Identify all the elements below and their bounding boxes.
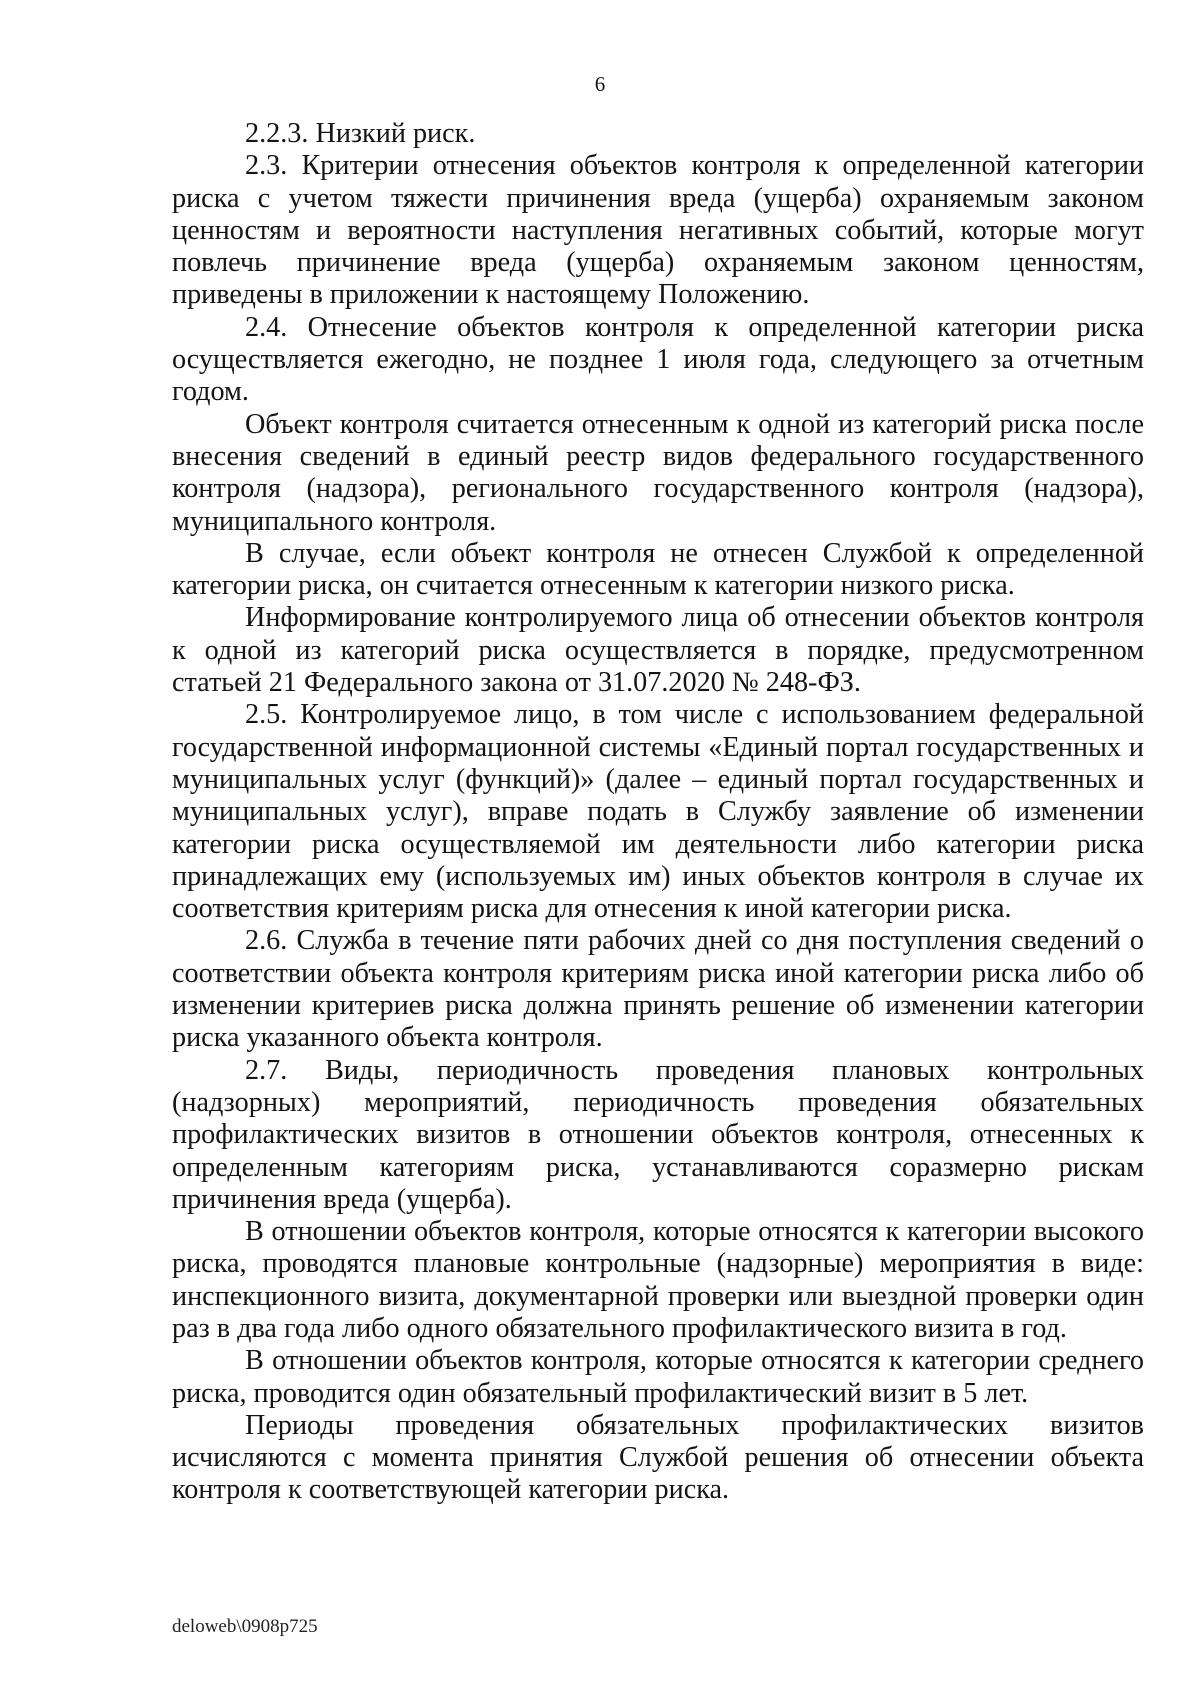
document-body — [172, 118, 1144, 1507]
paragraph-registry: Объект контроля считается отнесенным к одной из категорий риска после внесения сведений в единый реестр видов федерального государственного контроля (надзора), регионального государственного контроля (надзора), муниципального контроля. — [172, 408, 1144, 537]
paragraph-low-risk-default: В случае, если объект контроля не отнесен Службой к определенной категории риска, он считается отнесенным к категории низкого риска. — [172, 537, 1144, 602]
document-footer-code: deloweb\0908p725 — [172, 1616, 318, 1637]
paragraph-2-3: 2.3. Критерии отнесения объектов контроля к определенной категории риска с учетом тяжести причинения вреда (ущерба) охраняемым законом ценностям и вероятности наступления негативных событий, которые могут повлечь причинение вреда (ущерба) охраняемым законом ценностям, приведены в приложении к настоящему Положению. — [172, 150, 1144, 311]
paragraph-informing: Информирование контролируемого лица об отнесении объектов контроля к одной из категорий риска осуществляется в порядке, предусмотренном статьей 21 Федерального закона от 31.07.2020 № 248-ФЗ. — [172, 602, 1144, 699]
paragraph-2-6: 2.6. Служба в течение пяти рабочих дней со дня поступления сведений о соответствии объекта контроля критериям риска иной категории риска либо об изменении критериев риска должна принять решение об изменении категории риска указанного объекта контроля. — [172, 925, 1144, 1054]
paragraph-medium-risk: В отношении объектов контроля, которые относятся к категории среднего риска, проводится один обязательный профилактический визит в 5 лет. — [172, 1345, 1144, 1409]
paragraph-2-2-3: 2.2.3. Низкий риск. — [245, 118, 476, 149]
paragraph-high-risk: В отношении объектов контроля, которые относятся к категории высокого риска, проводятся плановые контрольные (надзорные) мероприятия в виде: инспекционного визита, документарной проверки или выездной проверки один раз в два года либо одного обязательного профилактического визита в год. — [172, 1216, 1144, 1344]
paragraph-2-7: 2.7. Виды, периодичность проведения плановых контрольных (надзорных) мероприятий, периодичность проведения обязательных профилактических визитов в отношении объектов контроля, отнесенных к определенным категориям риска, устанавливаются соразмерно рискам причинения вреда (ущерба). — [172, 1054, 1144, 1215]
paragraph-visit-periods: Периоды проведения обязательных профилактических визитов исчисляются с момента принятия Службой решения об отнесении объекта контроля к соответствующей категории риска. — [172, 1409, 1144, 1506]
page-number: 6 — [594, 72, 606, 96]
paragraph-2-4: 2.4. Отнесение объектов контроля к определенной категории риска осуществляется ежегодно, не позднее 1 июля года, следующего за отчетным годом. — [172, 311, 1144, 408]
paragraph-2-5: 2.5. Контролируемое лицо, в том числе с использованием федеральной государственной информационной системы «Единый портал государственных и муниципальных услуг (функций)» (далее – единый портал государственных и муниципальных услуг), вправе подать в Службу заявление об изменении категории риска осуществляемой им деятельности либо категории риска принадлежащих ему (используемых им) иных объектов контроля в случае их соответствия критериям риска для отнесения к иной категории риска. — [172, 699, 1144, 925]
